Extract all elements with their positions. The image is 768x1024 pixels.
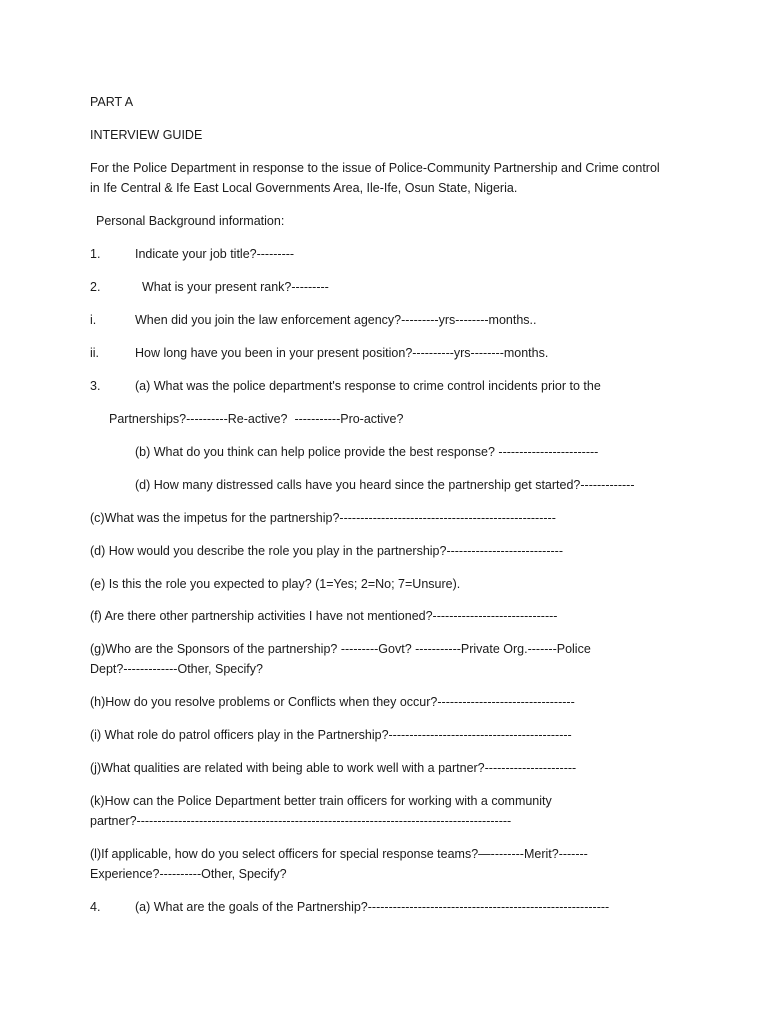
question-partner-qualities: (j)What qualities are related with being able to work well with a partner?---------------------- [90,761,577,775]
question-best-response: (b) What do you think can help police provide the best response? ------------------------ [135,445,599,459]
question-role-description: (d) How would you describe the role you play in the partnership?---------------------------- [90,544,563,558]
question-present-rank: What is your present rank?--------- [142,280,329,294]
question-patrol-officers: (i) What role do patrol officers play in the Partnership?-------------------------------------------- [90,728,572,742]
question-sponsors-line-1: (g)Who are the Sponsors of the partnership? ---------Govt? -----------Private Org.-------Police [90,642,591,656]
part-heading: PART A [90,95,134,109]
question-number: 3. [90,379,101,393]
question-train-officers-line-1: (k)How can the Police Department better train officers for working with a community [90,794,552,808]
question-other-activities: (f) Are there other partnership activities I have not mentioned?------------------------------ [90,609,558,623]
question-select-officers-line-1: (l)If applicable, how do you select officers for special response teams?—--------Merit?------- [90,847,588,861]
question-partnership-goals: (a) What are the goals of the Partnership?---------------------------------------------------------- [135,900,610,914]
question-response-prior: (a) What was the police department's response to crime control incidents prior to the [135,379,601,393]
intro-line-2: in Ife Central & Ife East Local Governments Area, Ile-Ife, Osun State, Nigeria. [90,181,518,195]
question-number: 2. [90,280,101,294]
intro-line-1: For the Police Department in response to the issue of Police-Community Partnership and Crime control [90,161,660,175]
question-sponsors-line-2: Dept?-------------Other, Specify? [90,662,263,676]
question-join-date: When did you join the law enforcement agency?---------yrs--------months.. [135,313,537,327]
question-response-prior-continued: Partnerships?----------Re-active? -----------Pro-active? [109,412,404,426]
question-impetus: (c)What was the impetus for the partnership?---------------------------------------------------- [90,511,556,525]
question-number: 1. [90,247,101,261]
background-heading: Personal Background information: [96,214,285,228]
question-expected-role: (e) Is this the role you expected to play? (1=Yes; 2=No; 7=Unsure). [90,577,461,591]
question-resolve-conflicts: (h)How do you resolve problems or Conflicts when they occur?--------------------------------- [90,695,575,709]
question-number: ii. [90,346,100,360]
question-number: i. [90,313,97,327]
question-train-officers-line-2: partner?------------------------------------------------------------------------------------------ [90,814,512,828]
question-job-title: Indicate your job title?--------- [135,247,295,261]
question-distressed-calls: (d) How many distressed calls have you heard since the partnership get started?------------- [135,478,635,492]
guide-heading: INTERVIEW GUIDE [90,128,203,142]
question-present-position: How long have you been in your present position?----------yrs--------months. [135,346,549,360]
question-number: 4. [90,900,101,914]
question-select-officers-line-2: Experience?----------Other, Specify? [90,867,287,881]
